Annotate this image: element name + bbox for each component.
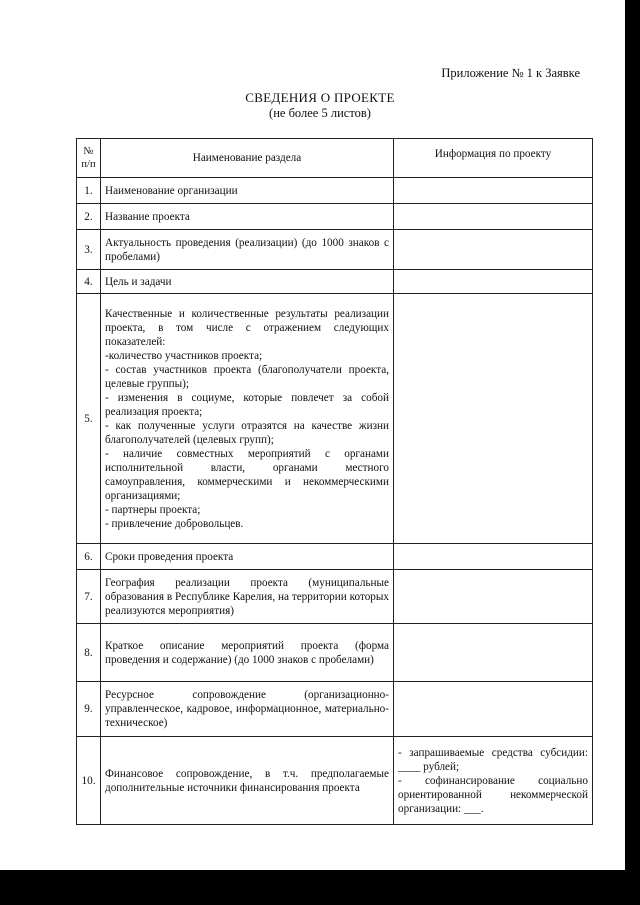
section-name: Ресурсное сопровождение (организационно-управленческое, кадровое, информационное, материально-техническое) — [101, 682, 394, 737]
document-subtitle: (не более 5 листов) — [269, 106, 371, 120]
table-row — [77, 270, 593, 294]
results-item: -количество участников проекта; — [105, 349, 263, 362]
info-cell[interactable] — [394, 737, 593, 825]
info-cell[interactable] — [394, 204, 593, 230]
info-cell[interactable] — [394, 570, 593, 624]
row-number: 6. — [77, 544, 101, 570]
results-intro: Качественные и количественные результаты реализации проекта, в том числе с отражением следующих показателей: — [105, 307, 389, 348]
section-name: География реализации проекта (муниципальные образования в Республике Карелия, на территории которых реализуются мероприятия) — [101, 570, 394, 624]
results-item: - партнеры проекта; — [105, 503, 201, 516]
section-name: Наименование организации — [101, 178, 394, 204]
table-row — [77, 544, 593, 570]
table-row — [77, 294, 593, 544]
info-cell[interactable] — [394, 178, 593, 204]
row-number: 9. — [77, 682, 101, 737]
section-name — [101, 294, 394, 544]
results-item: - привлечение добровольцев. — [105, 517, 244, 530]
header-num: № п/п — [77, 139, 101, 178]
section-name: Краткое описание мероприятий проекта (форма проведения и содержание) (до 1000 знаков с пробелами) — [101, 624, 394, 682]
table-row — [77, 230, 593, 270]
table-header-row — [77, 139, 593, 178]
info-cell[interactable] — [394, 682, 593, 737]
results-item: - как полученные услуги отразятся на качестве жизни благополучателей (целевых групп); — [105, 419, 389, 446]
header-section-name: Наименование раздела — [101, 139, 394, 178]
document-title: СВЕДЕНИЯ О ПРОЕКТЕ — [245, 90, 395, 105]
info-cell[interactable] — [394, 270, 593, 294]
scan-edge-right — [625, 0, 640, 905]
table-row — [77, 570, 593, 624]
results-item: - изменения в социуме, которые повлечет за собой реализация проекта; — [105, 391, 389, 418]
row-number: 7. — [77, 570, 101, 624]
section-name: Цель и задачи — [101, 270, 394, 294]
cofinancing-text: - софинансирование социально ориентированной некоммерческой организации: ___. — [398, 774, 588, 815]
table-row — [77, 178, 593, 204]
section-name: Финансовое сопровождение, в т.ч. предполагаемые дополнительные источники финансирования проекта — [101, 737, 394, 825]
section-name: Сроки проведения проекта — [101, 544, 394, 570]
row-number: 2. — [77, 204, 101, 230]
results-item: - наличие совместных мероприятий с органами исполнительной власти, органами местного самоуправления, коммерческими и некоммерческими организациями; — [105, 447, 389, 502]
row-number: 3. — [77, 230, 101, 270]
info-cell[interactable] — [394, 230, 593, 270]
annex-label: Приложение № 1 к Заявке — [441, 66, 580, 80]
table-row — [77, 682, 593, 737]
table-row — [77, 204, 593, 230]
scan-edge-bottom — [0, 870, 640, 905]
row-number: 5. — [77, 294, 101, 544]
header-project-info: Информация по проекту — [394, 139, 593, 178]
table-row — [77, 737, 593, 825]
section-name: Название проекта — [101, 204, 394, 230]
info-cell[interactable] — [394, 624, 593, 682]
row-number: 8. — [77, 624, 101, 682]
info-cell[interactable] — [394, 544, 593, 570]
row-number: 1. — [77, 178, 101, 204]
row-number: 4. — [77, 270, 101, 294]
project-info-table — [76, 138, 593, 825]
subsidy-request-text: - запрашиваемые средства субсидии: ____ рублей; — [398, 746, 588, 773]
table-row — [77, 624, 593, 682]
results-item: - состав участников проекта (благополучатели проекта, целевые группы); — [105, 363, 389, 390]
row-number: 10. — [77, 737, 101, 825]
section-name: Актуальность проведения (реализации) (до 1000 знаков с пробелами) — [101, 230, 394, 270]
info-cell[interactable] — [394, 294, 593, 544]
